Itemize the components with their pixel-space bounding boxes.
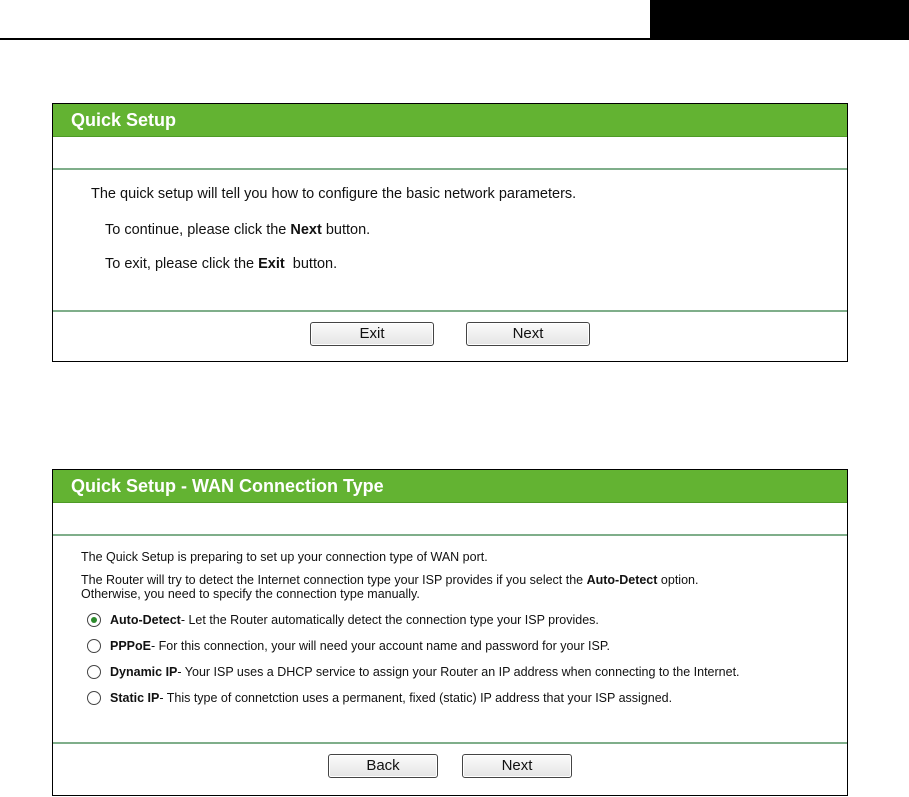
option-dynamic-ip[interactable]: Dynamic IP - Your ISP uses a DHCP service to assign your Router an IP address when connecting to the Internet. [81, 665, 847, 679]
radio-static-ip[interactable] [87, 691, 101, 705]
panel-title: Quick Setup [53, 104, 847, 137]
button-row [53, 312, 847, 346]
exit-instruction: To exit, please click the Exit button. [105, 256, 338, 272]
radio-pppoe[interactable] [87, 639, 101, 653]
option-static-ip[interactable]: Static IP - This type of connetction uses a permanent, fixed (static) IP address that your ISP assigned. [81, 691, 847, 705]
intro-text: The Quick Setup is preparing to set up your connection type of WAN port. [81, 550, 488, 564]
detect-explanation: The Router will try to detect the Internet connection type your ISP provides if you select the Auto-Detect option. Otherwise, you need to specify the connection type manually. [81, 573, 699, 601]
option-auto-detect[interactable]: Auto-Detect - Let the Router automatically detect the connection type your ISP provides. [81, 613, 847, 627]
exit-button[interactable]: Exit [310, 322, 434, 346]
next-button[interactable]: Next [466, 322, 590, 346]
next-button[interactable]: Next [462, 754, 572, 778]
quick-setup-panel [52, 103, 848, 362]
radio-dynamic-ip[interactable] [87, 665, 101, 679]
header-rule [0, 38, 909, 40]
option-pppoe[interactable]: PPPoE - For this connection, your will need your account name and password for your ISP. [81, 639, 847, 653]
panel-body [53, 170, 847, 310]
intro-text: The quick setup will tell you how to configure the basic network parameters. [91, 186, 577, 202]
panel-title: Quick Setup - WAN Connection Type [53, 470, 847, 503]
panel-body [53, 536, 847, 742]
continue-instruction: To continue, please click the Next button. [105, 222, 371, 238]
button-row [53, 744, 847, 778]
panel-subheader [53, 503, 847, 536]
back-button[interactable]: Back [328, 754, 438, 778]
wan-connection-type-panel [52, 469, 848, 796]
radio-auto-detect[interactable] [87, 613, 101, 627]
header-black-block [650, 0, 909, 38]
panel-subheader [53, 137, 847, 170]
